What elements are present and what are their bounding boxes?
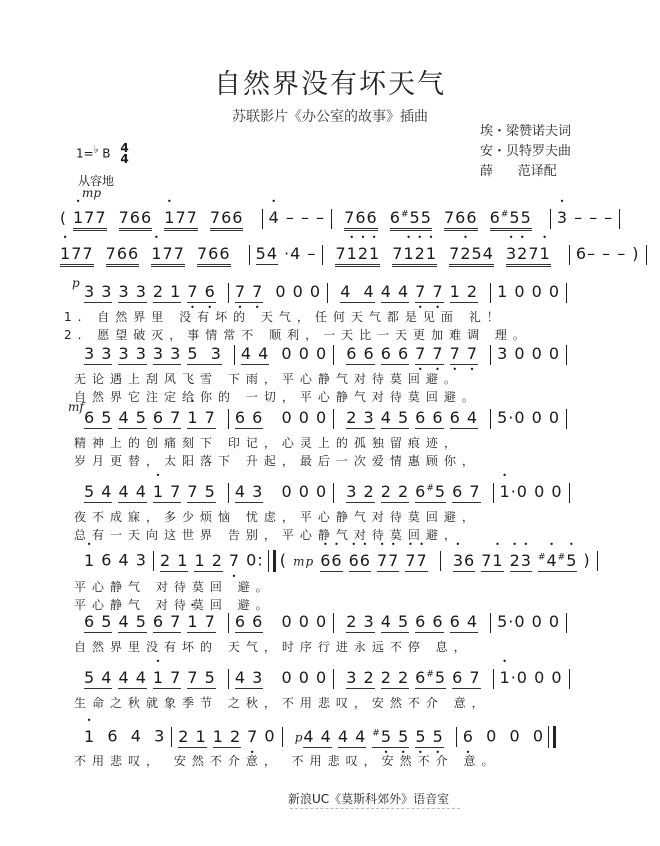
- time-signature: [120, 143, 128, 165]
- lyric-8: 不用悲叹， 安然不介意， 不用悲叹，安然不介 意。: [74, 754, 500, 768]
- key-label: 1=: [76, 146, 94, 161]
- lyric-4-v1: 夜不成寐，多少烦恼 忧虑，平心静气对待莫回避，: [74, 510, 480, 524]
- footer-faded-line: [290, 808, 460, 812]
- time-top: 4: [120, 141, 129, 155]
- translator-credit: 薛 范译配: [480, 164, 557, 179]
- credits: [480, 122, 571, 182]
- dynamic-mp: mp: [82, 186, 102, 200]
- lyricist-credit: 埃・梁赞诺夫词: [480, 124, 572, 139]
- score-line-5: • 1 6 4 3 2 1 1 2 7 • 0: ( mp • 6• 6 • 6• 6 • 7• 7 • 7• 7 • 36 7• 1 • 2• 3 #• 4#• 5 ): [84, 550, 604, 572]
- dynamic-p: p: [72, 276, 80, 290]
- song-subtitle: 苏联影片《办公室的故事》插曲: [232, 109, 428, 125]
- lyric-5-v2: 平心静气 对待莫回 避。: [74, 598, 274, 612]
- score-line-7: 5 4 4 4 • 1 7 7 5 4 3 0 0 0 3 2 2 2 6#5 6 7 • 1·0 0 0: [84, 668, 576, 689]
- score-line-4: 5 4 4 4 • 1 7 7 5 4 3 0 0 0 3 2 2 2 6#5 6 7 • 1·0 0 0: [84, 482, 576, 503]
- score-line-6: 6 5 4 5 6 7 • 1 7 6 6 0 0 0 2 3 4 5 6 6 6 4 5·0 0 0: [84, 612, 573, 633]
- time-bottom: 4: [120, 152, 129, 166]
- lyric-3-v1: 精神上的创痛刻下 印记，心灵上的孤独留痕迹，: [74, 436, 462, 450]
- composer-credit: 安・贝特罗夫曲: [480, 144, 572, 159]
- score-line-3: 6 5 4 5 6 7 • 1 7 6 6 0 0 0 2 3 4 5 6 6 6 4 5·0 0 0: [84, 408, 573, 429]
- score-line-8: • 1 6 4 3 2 1 1 2 7 • 0 p4 4 4 4 #5 • 5 • 5 • 5 • 6 • 0 0 0: [84, 726, 560, 748]
- source-footer: 新浪UC《莫斯科郊外》语音室: [288, 792, 450, 806]
- intro-line-2: • 177 766 • 177 766 54 ·4 – 7• 1• 2• 1 7• 1• 2• 1 7• 254 • 3• 27• 1 6– – – ): [60, 244, 653, 267]
- lyric-1-v1: 1. 自然界里 没有坏的 天气，任何天气都是见面 礼！: [64, 310, 505, 324]
- score-line-2: 3 3 3 3 3 3 5 3 4 4 0 0 0 6 6 6 6 7 • 7 • 7 • 7 • 3 0 0 0: [84, 344, 573, 365]
- intro-line-1: ( • 177 766 • 177 766 • 4 – – – 766 6#55 766 6#55 • 3 – – –: [60, 208, 626, 231]
- tempo-marking: 从容地: [78, 174, 115, 188]
- dynamic-mf: mf: [68, 400, 84, 414]
- lyric-2-v1: 无论遇上刮风飞雪 下雨，平心静气对待莫回避。: [74, 372, 462, 386]
- lyric-7: 生命之秋就象季节 之秋，不用悲叹，安然不介 意，: [74, 696, 490, 710]
- repeat-barline: [268, 550, 276, 572]
- lyric-3-v2: 岁月更替，太阳落下 升起，最后一次爱情惠顾你，: [74, 454, 480, 468]
- key-note: B: [102, 146, 111, 161]
- lyric-5-v1: 平心静气 对待莫回 避。: [74, 580, 274, 594]
- dynamic-mp-interlude: mp: [293, 554, 315, 569]
- song-title: 自然界没有坏天气: [214, 69, 446, 100]
- lyric-1-v2: 2. 愿望破灭，事情常不 顺利，一天比一天更加难调 理。: [64, 328, 531, 342]
- dynamic-p-final: p: [294, 730, 304, 745]
- lyric-2-v2: 自然界它注定给你的 一切，平心静气对待莫回避。: [74, 390, 480, 404]
- flat-icon: ♭: [93, 144, 99, 156]
- key-signature: [76, 143, 129, 165]
- score-line-1: 3 3 3 3 2 1 7 • 6 • 7 • 7 • 0 0 0 4 4 4 4 7 • 7 • 1 2 1 0 0 0: [84, 282, 573, 303]
- lyric-4-v2: 总有一天向这世界 告别，平心静气对待莫回避，: [74, 528, 462, 542]
- lyric-6: 自然界里没有坏的 天气，时序行进永远不停 息，: [74, 640, 472, 654]
- final-barline: [548, 726, 556, 748]
